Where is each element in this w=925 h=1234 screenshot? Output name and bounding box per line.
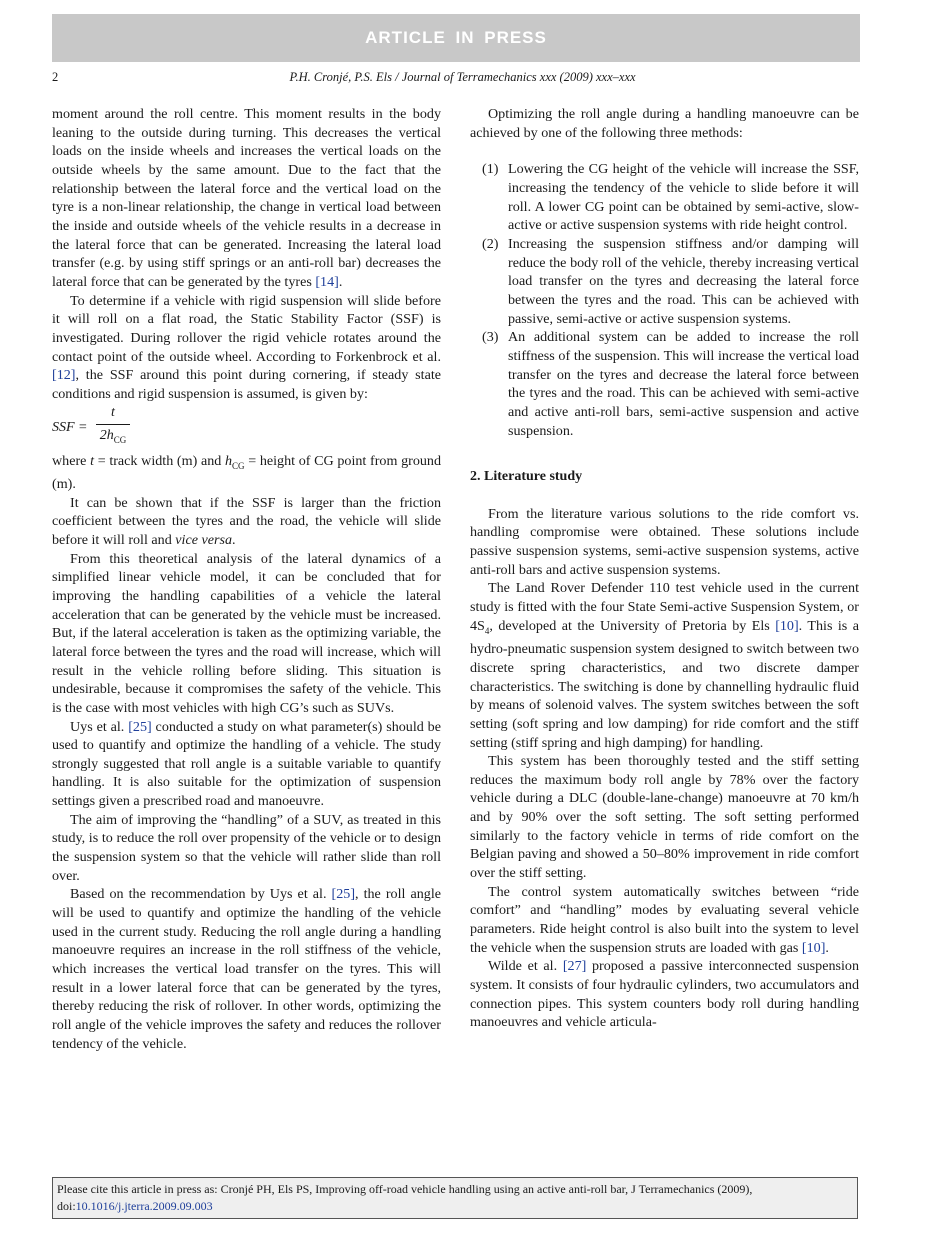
citation-link[interactable]: [27] xyxy=(562,958,587,975)
equation-fraction xyxy=(96,404,130,450)
paragraph: where t = track width (m) and $h_{CG}$ = height of CG point from ground (m). xyxy=(52,452,442,492)
left-column xyxy=(52,105,441,1053)
paragraph: moment around the roll centre. This moment results in the body leaning to the outside during turning. This decreases the vertical loads on the inside wheels and increases the vertical loads on the outside wheels by the same amount. Due to the fact that the relationship between the lateral force and the vertical load on the tyre is a non-linear relationship, the change in vertical load between the inside and outside wheels of the vehicle results in a decrease in the lateral force that can be generated. Increasing the lateral load transfer (e.g. by using stiff springs or an anti-roll bar) decreases the lateral force that can be generated by the tyres [14]. xyxy=(52,106,441,290)
citation-link[interactable]: [12] xyxy=(52,367,76,384)
paragraph: From the literature various solutions to the ride comfort vs. handling compromise were obtained. These solutions include passive suspension systems, semi-active suspension systems, active anti-roll bars and active suspension systems. xyxy=(470,505,859,578)
methods-list xyxy=(470,160,859,440)
ssf-equation xyxy=(52,404,441,452)
paragraph: The Land Rover Defender 110 test vehicle used in the current study is fitted with the four State Semi-active Suspension System, or $4S_4$, developed at the University of Pretoria by Els [10]. This is a hydro-pneumatic suspension system designed to switch between two discrete spring characteristics, and two discrete damper characteristics. The switching is done by channelling hydraulic fluid by means of solenoid valves. The system switches between the soft setting (soft spring and low damping) for ride comfort and the stiff setting (stiff spring and high damping) for handling. xyxy=(470,580,859,751)
citation-text: Please cite this article in press as: Cronjé PH, Els PS, Improving off-road vehicle handling using an active anti-roll bar, J Terramechanics (2009), xyxy=(57,1182,753,1196)
citation-link[interactable]: [25] xyxy=(128,718,152,735)
paragraph: From this theoretical analysis of the lateral dynamics of a simplified linear vehicle model, it can be concluded that for improving the handling capabilities of a vehicle the lateral acceleration that can be generated by the vehicle must be increased. But, if the lateral acceleration is taken as the optimizing variable, the lateral force between the tyres and the road will increase, which will result in the vehicle rolling before sliding. This situation is undesirable, because it compromises the safety of the vehicle. This is the case with most vehicles with high CG’s such as SUVs. xyxy=(52,550,441,716)
citation-link[interactable]: [10] xyxy=(775,617,799,634)
list-item: (2) Increasing the suspension stiffness and/or damping will reduce the body roll of the vehicle, thereby increasing vertical load transfer on the tyres and decreasing the lateral force between the tyres and the road. This can be achieved with passive, semi-active or active suspension systems. xyxy=(482,235,859,327)
paragraph: The control system automatically switches between “ride comfort” and “handling” modes by evaluating several vehicle parameters. Ride height control is also built into the system to level the vehicle when the suspension struts are loaded with gas [10]. xyxy=(470,883,859,956)
list-item: (3) An additional system can be added to increase the roll stiffness of the suspension. This will increase the vertical load transfer on the tyres and decrease the lateral force between the tyres and the road. This can be achieved with semi-active and active anti-roll bars, semi-active suspension and active suspension. xyxy=(482,329,859,439)
paragraph: Wilde et al. [27] proposed a passive interconnected suspension system. It consists of four hydraulic cylinders, two accumulators and connection pipes. This system counters body roll during handling manoeuvres and vehicle articula- xyxy=(470,958,860,1031)
paragraph: This system has been thoroughly tested and the stiff setting reduces the maximum body roll angle by 78% over the factory vehicle during a DLC (double-lane-change) manoeuvre at 70 km/h and by 90% over the soft setting. The soft setting performed similarly to the factory vehicle in terms of ride comfort on the Belgian paving and showed a 50–80% improvement in ride comfort over the stiff setting. xyxy=(470,753,859,882)
equation-numerator: t xyxy=(96,404,130,426)
article-in-press-banner: ARTICLE IN PRESS xyxy=(52,14,860,62)
citation-link[interactable]: [10] xyxy=(801,939,826,956)
citation-link[interactable]: [14] xyxy=(315,273,339,290)
running-head: P.H. Cronjé, P.S. Els / Journal of Terramechanics xxx (2009) xxx–xxx xyxy=(289,70,636,84)
citation-footer: Please cite this article in press as: Cronjé PH, Els PS, Improving off-road vehicle handling using an active anti-roll bar, J Terramechanics (2009), doi:10.1016/j.jterra.2009.09.003 xyxy=(52,1177,858,1219)
paragraph: To determine if a vehicle with rigid suspension will slide before it will roll on a flat road, the Static Stability Factor (SSF) is investigated. During rollover the rigid vehicle rotates around the contact point of the outside wheel. According to Forkenbrock et al. [12], the SSF around this point during cornering, if steady state conditions and rigid suspension is assumed, is given by: xyxy=(52,292,441,402)
paragraph: Optimizing the roll angle during a handling manoeuvre can be achieved by one of the following three methods: xyxy=(470,106,859,141)
equation-denominator: $2h_{CG}$ xyxy=(99,428,127,445)
right-column xyxy=(470,105,859,1032)
paragraph: Uys et al. [25] conducted a study on what parameter(s) should be used to quantify and optimize the handling of a vehicle. The study strongly suggested that roll angle is a suitable variable to quantify handling. It is also suitable for the optimization of suspension settings given a prescribed road and manoeuvre. xyxy=(52,718,441,810)
section-heading: 2. Literature study xyxy=(470,469,583,485)
page-number: 2 xyxy=(52,70,59,84)
doi-link[interactable]: 10.1016/j.jterra.2009.09.003 xyxy=(75,1199,213,1213)
equation-lhs: SSF = xyxy=(52,419,88,435)
paragraph: The aim of improving the “handling” of a SUV, as treated in this study, is to reduce the roll over propensity of the vehicle or to design the suspension system so that the vehicle will rather slide than roll over. xyxy=(52,811,441,884)
paragraph: Based on the recommendation by Uys et al. [25], the roll angle will be used to quantify and optimize the handling of the vehicle used in the current study. Reducing the roll angle during a handling manoeuvre requires an increase in the roll stiffness of the vehicle, which increases the vertical load transfer on the tyres. This will result in a lower lateral force that can be generated by the tyres, thereby reducing the risk of rollover. In other words, optimizing the roll angle of the vehicle improves the safety and reduces the rollover tendency of the vehicle. xyxy=(52,886,441,1052)
citation-link[interactable]: [25] xyxy=(331,886,356,903)
list-item: (1) Lowering the CG height of the vehicle will increase the SSF, increasing the tendency of the vehicle to slide before it will roll. A lower CG point can be obtained by semi-active, slow-active or active suspension systems with ride height control. xyxy=(482,161,859,234)
paragraph: It can be shown that if the SSF is larger than the friction coefficient between the tyres and the road, the vehicle will slide before it will roll and vice versa. xyxy=(52,494,441,548)
